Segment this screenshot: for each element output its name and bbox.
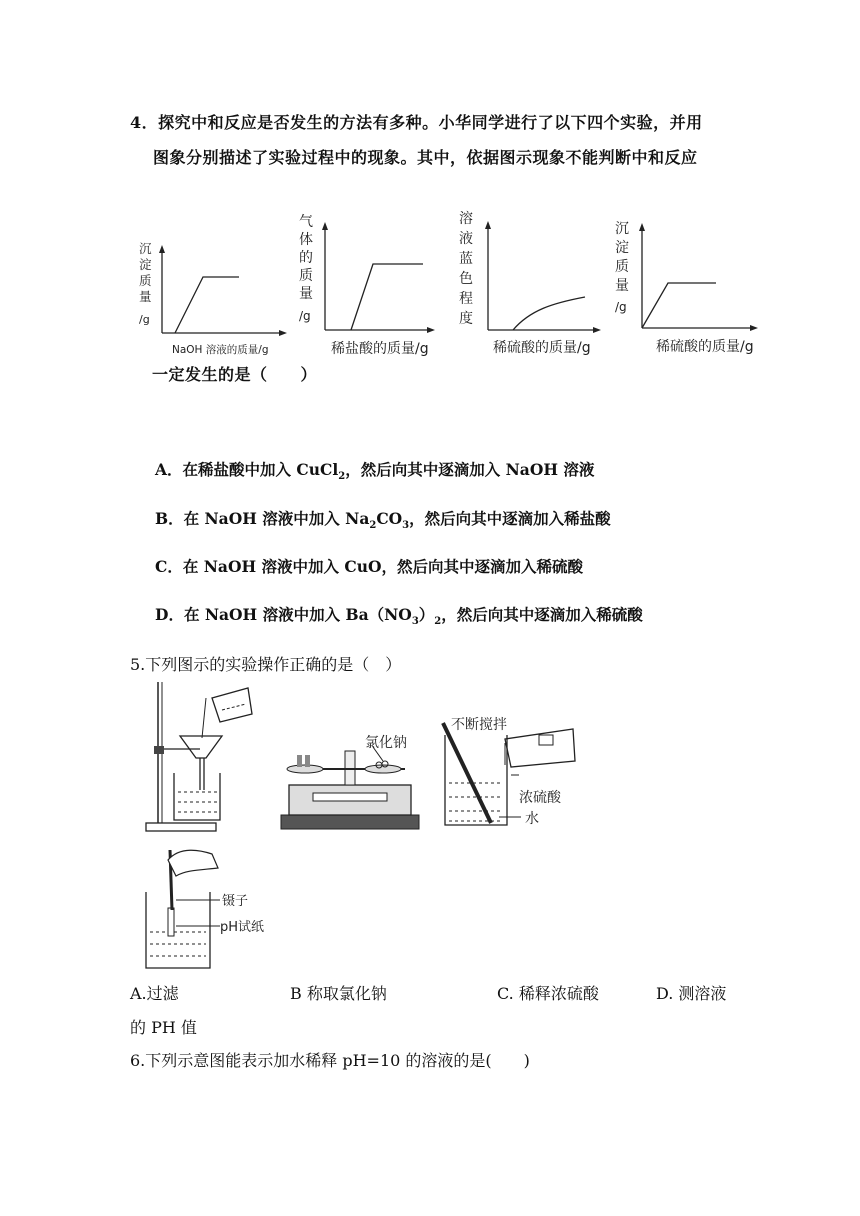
graph-2-xlabel: 稀盐酸的质量/g — [331, 341, 429, 357]
graph-1-ylabel-3: 量 — [139, 289, 152, 304]
graph-1-ylabel-4: /g — [139, 313, 150, 326]
graph-3-ylabel-5: 度 — [459, 311, 473, 327]
filtration-illustration — [140, 678, 260, 838]
graph-2-ylabel-0: 气 — [299, 214, 313, 230]
graph-4-ylabel-4: /g — [615, 300, 627, 314]
graph-3-ylabel-3: 色 — [459, 271, 473, 287]
graph-3-ylabel-0: 溶 — [459, 211, 473, 227]
graph-4 — [612, 215, 772, 360]
q4-line2: 图象分别描述了实验过程中的现象。其中，依据图示现象不能判断中和反应 — [153, 148, 698, 167]
label-acid: 浓硫酸 — [519, 790, 561, 806]
q4-line1: 4．探究中和反应是否发生的方法有多种。小华同学进行了以下四个实验，并用 — [130, 113, 703, 132]
graph-2-ylabel-5: /g — [299, 309, 311, 323]
q5-option-b: B 称取氯化钠 — [290, 984, 387, 1003]
label-tweezers: 镊子 — [222, 894, 249, 909]
graph-4-xlabel: 稀硫酸的质量/g — [656, 339, 754, 355]
graph-4-ylabel-1: 淀 — [615, 240, 629, 256]
q4-option-b: B．在 NaOH 溶液中加入 $Na_2CO_3$，然后向其中逐滴加入稀盐酸 — [155, 509, 611, 532]
graph-1 — [135, 235, 295, 360]
graph-3-ylabel-4: 程 — [459, 291, 473, 307]
graph-1-ylabel-0: 沉 — [139, 241, 152, 256]
label-ph-paper: pH试纸 — [220, 920, 265, 935]
ph-test-illustration — [140, 840, 280, 975]
q5-option-d-cont: 的 PH 值 — [130, 1018, 197, 1037]
q5-title: 5.下列图示的实验操作正确的是（ ） — [130, 655, 402, 674]
graph-4-ylabel-0: 沉 — [615, 221, 629, 237]
dilution-illustration — [435, 705, 585, 835]
q5-option-a: A.过滤 — [130, 984, 179, 1003]
graph-3-xlabel: 稀硫酸的质量/g — [493, 340, 591, 356]
q6-title: 6.下列示意图能表示加水稀释 pH=10 的溶液的是( ) — [130, 1051, 530, 1070]
graph-1-xlabel: NaOH 溶液的质量/g — [172, 344, 269, 356]
balance-illustration — [275, 725, 425, 835]
graph-2-ylabel-4: 量 — [299, 286, 313, 302]
graph-3-ylabel-1: 液 — [459, 231, 473, 247]
graph-1-ylabel-2: 质 — [139, 273, 152, 288]
graph-2 — [295, 210, 445, 360]
label-nacl: 氯化钠 — [365, 735, 407, 751]
graph-2-ylabel-2: 的 — [299, 250, 313, 266]
q5-option-c: C. 稀释浓硫酸 — [497, 984, 599, 1003]
graph-4-ylabel-2: 质 — [615, 259, 629, 275]
label-water: 水 — [525, 811, 539, 827]
graph-3-ylabel-2: 蓝 — [459, 251, 473, 267]
label-stir: 不断搅拌 — [451, 717, 507, 733]
q4-line3: 一定发生的是（ ） — [152, 365, 318, 384]
graph-2-ylabel-3: 质 — [299, 268, 313, 284]
graph-3 — [455, 205, 615, 360]
graph-4-ylabel-3: 量 — [615, 278, 629, 294]
q5-option-d: D. 测溶液 — [656, 984, 727, 1003]
q4-option-a: A．在稀盐酸中加入 CuCl$_2$，然后向其中逐滴加入 NaOH 溶液 — [155, 460, 595, 483]
graph-2-ylabel-1: 体 — [299, 232, 313, 248]
q4-option-d: D．在 NaOH 溶液中加入 $Ba(NO_3)_2$，然后向其中逐滴加入稀硫酸 — [155, 605, 643, 628]
q4-option-c: C．在 NaOH 溶液中加入 CuO，然后向其中逐滴加入稀硫酸 — [155, 557, 583, 576]
graph-1-ylabel-1: 淀 — [139, 257, 152, 272]
